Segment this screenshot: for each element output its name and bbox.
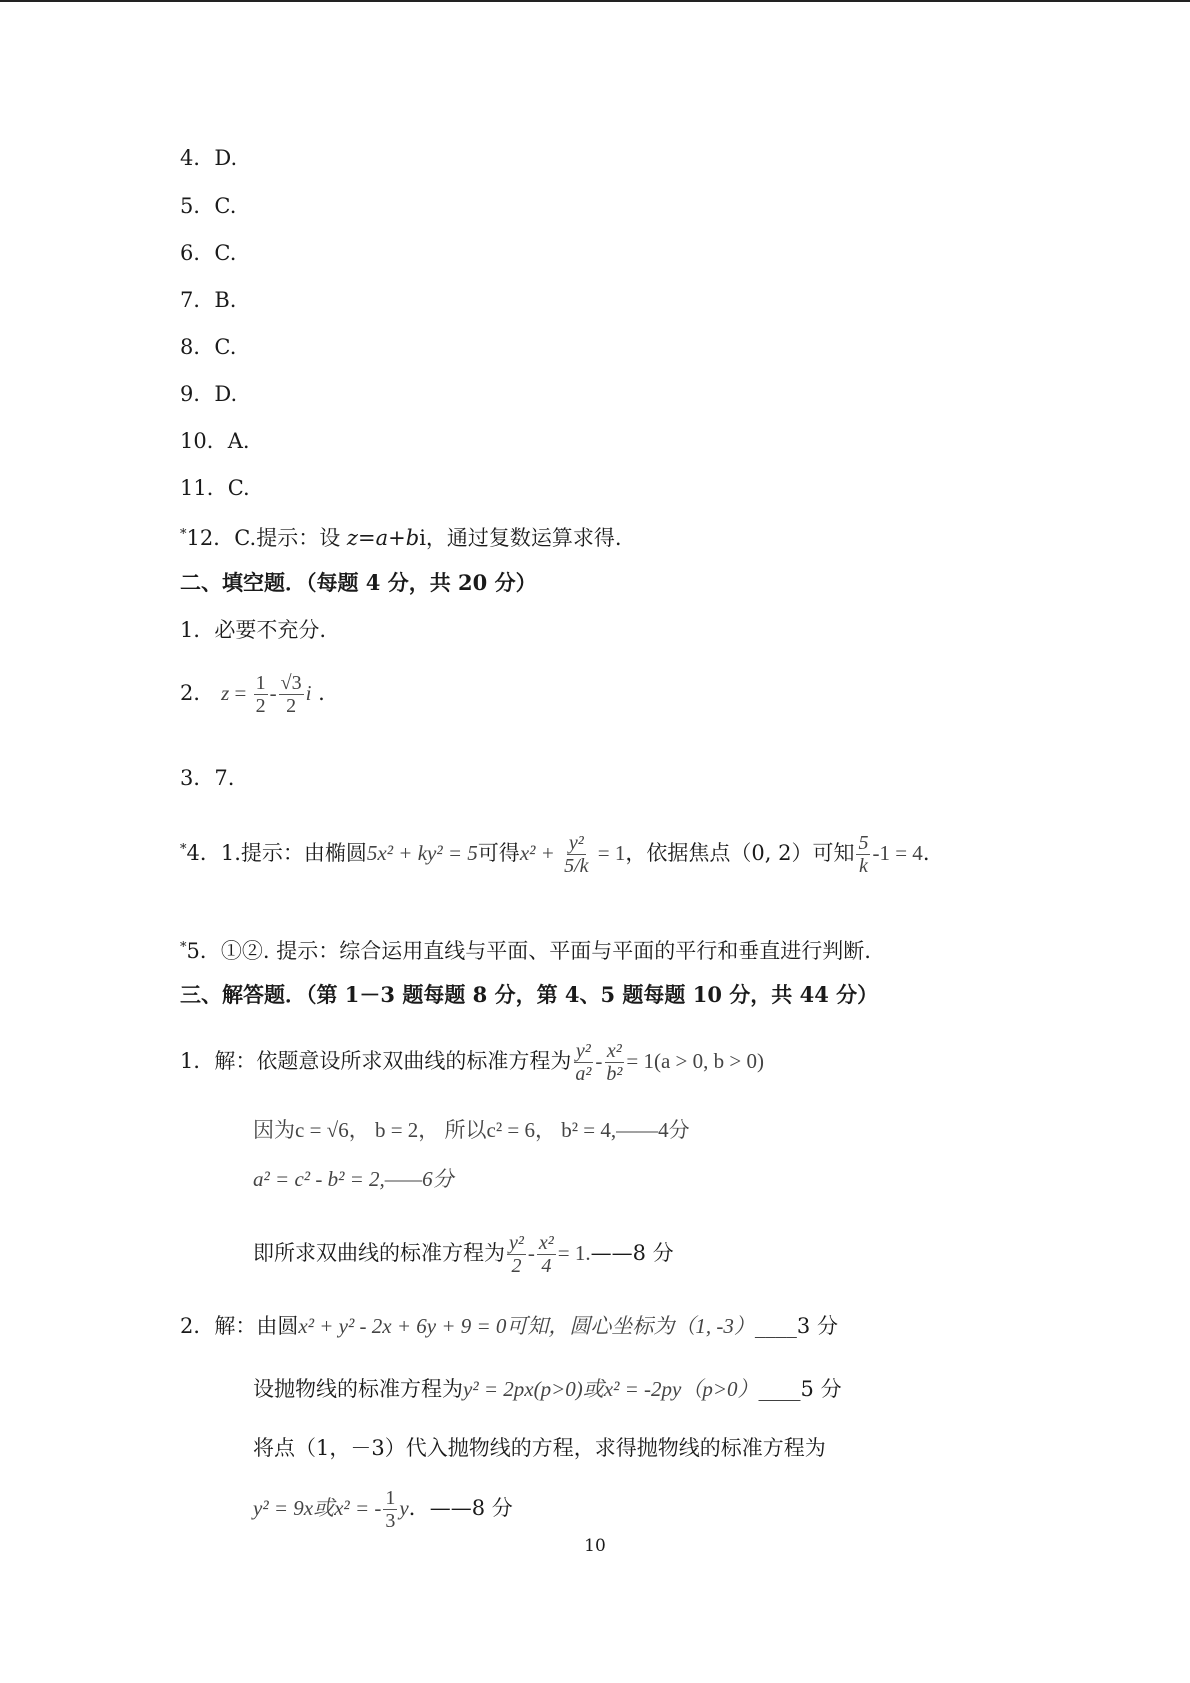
answer-5: 5．C. <box>180 194 237 218</box>
answer-12: *12．C.提示：设 z=a+bi，通过复数运算求得. <box>180 526 622 550</box>
solution-2-line-3: 将点（1，－3）代入抛物线的方程，求得抛物线的标准方程为 <box>253 1436 826 1460</box>
page-number: 10 <box>584 1536 606 1556</box>
fill-answer-4: *4．1.提示：由椭圆5x² + ky² = 5可得x² + $\frac{\text{y²}}{5/k}$ = 1，依据焦点（0, 2）可知 $\frac{5}{k}$ -1 = 4. <box>180 832 930 877</box>
solution-2-line-4: y² = 9x或x² = - $\frac{1}{3}$ y．——8 分 <box>253 1487 513 1532</box>
answer-4: 4．D. <box>180 146 238 170</box>
top-border-line <box>0 0 1190 2</box>
answer-8: 8．C. <box>180 335 237 359</box>
fill-answer-1: 1．必要不充分. <box>180 618 327 642</box>
solution-1-line-3: a² = c² - b² = 2,——6分 <box>253 1167 454 1191</box>
answer-10: 10．A. <box>180 429 250 453</box>
answer-7: 7．B. <box>180 288 237 312</box>
fill-answer-2: 2． z = $\frac{1}{2}$ - $\frac{√3}{2}$ i . <box>180 672 325 717</box>
solution-1-line-2: 因为c = √6， b = 2， 所以c² = 6， b² = 4,——4分 <box>253 1118 690 1142</box>
section-2-heading: 二、填空题．（每题 4 分，共 20 分） <box>180 570 537 595</box>
solution-2-line-2: 设抛物线的标准方程为y² = 2px(p>0)或x² = -2py（p>0）____5 分 <box>253 1377 842 1401</box>
answer-6: 6．C. <box>180 241 237 265</box>
solution-2-line-1: 2．解：由圆x² + y² - 2x + 6y + 9 = 0可知，圆心坐标为（1, -3）____3 分 <box>180 1314 838 1338</box>
section-3-heading: 三、解答题．（第 1－3 题每题 8 分，第 4、5 题每题 10 分，共 44 分） <box>180 982 879 1007</box>
answer-9: 9．D. <box>180 382 238 406</box>
fill-answer-5: *5．①②. 提示：综合运用直线与平面、平面与平面的平行和垂直进行判断. <box>180 939 871 963</box>
solution-1-line-4: 即所求双曲线的标准方程为 $\frac{\text{y²}}{2}$ - $\frac{\text{x²}}{4}$ = 1.——8 分 <box>253 1232 674 1277</box>
answer-11: 11．C. <box>180 476 250 500</box>
solution-1-line-1: 1．解：依题意设所求双曲线的标准方程为 $\frac{\text{y²}}{\text{a²}}$ - $\frac{\text{x²}}{\text{b²}}$ = 1(a > 0, b > 0) <box>180 1040 764 1085</box>
fill-answer-3: 3．7. <box>180 766 235 790</box>
